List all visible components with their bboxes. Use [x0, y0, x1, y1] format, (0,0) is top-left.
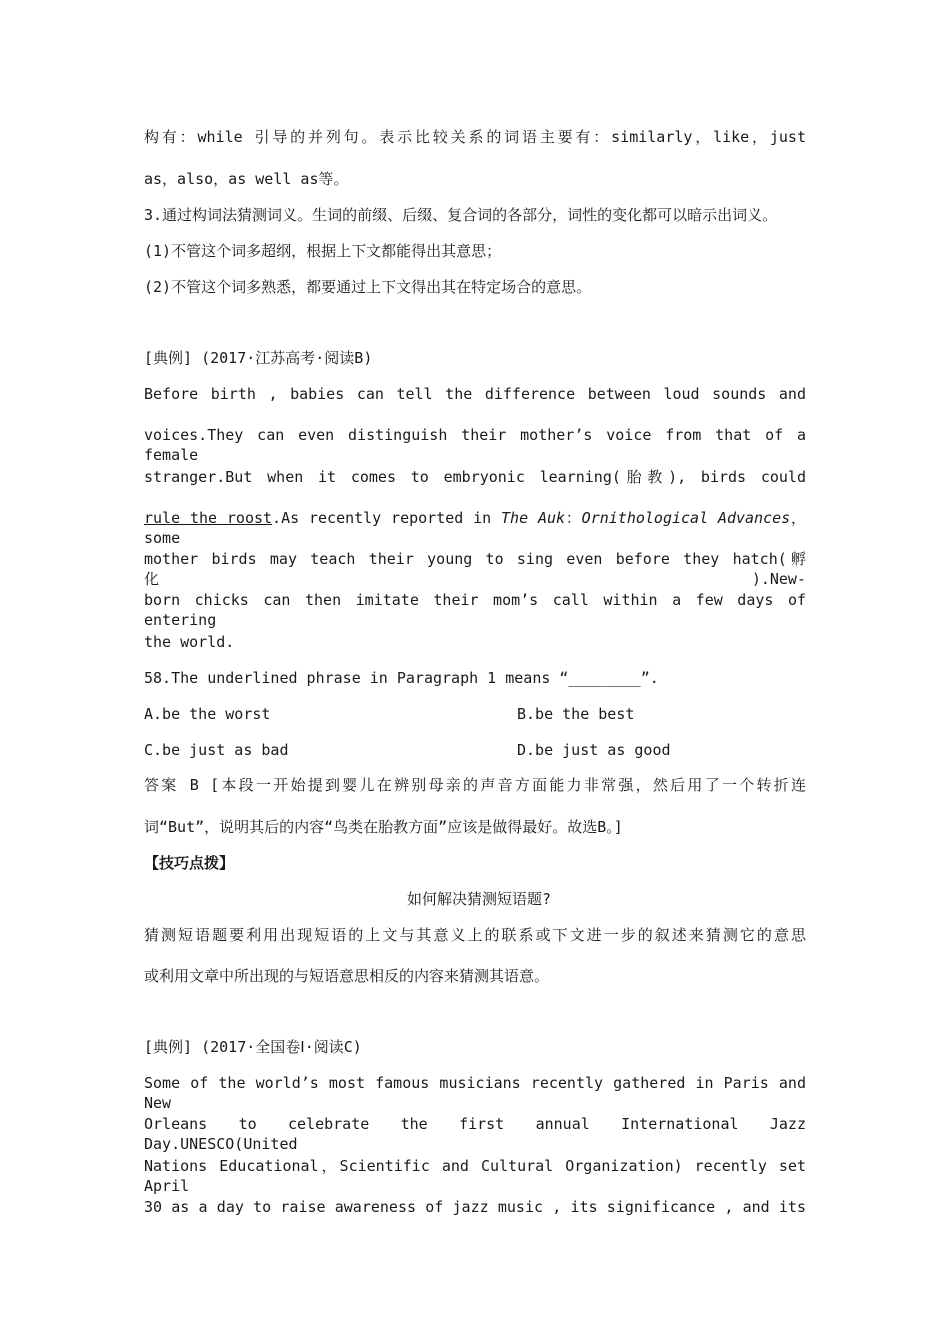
answer-line-1: 答案 B [本段一开始提到婴儿在辨别母亲的声音方面能力非常强，然后用了一个转折连 — [144, 776, 806, 794]
sub-point-2: (2)不管这个词多熟悉，都要通过上下文得出其在特定场合的意思。 — [144, 278, 592, 296]
example-1-line-2: voices.They can even distinguish their mother’s voice from that of a female — [144, 426, 806, 464]
journal-title: The Auk — [501, 509, 566, 527]
tip-line-1: 猜测短语题要利用出现短语的上文与其意义上的联系或下文进一步的叙述来猜测它的意思 — [144, 926, 806, 944]
journal-colon: ： — [565, 509, 582, 527]
example-1-line-3: stranger.But when it comes to embryonic learning(胎教), birds could — [144, 468, 806, 486]
tip-label: 【技巧点拨】 — [144, 854, 235, 872]
underlined-phrase: rule the roost — [144, 509, 273, 527]
example-2-line-3: Nations Educational，Scientific and Cultural Organization) recently set April — [144, 1157, 806, 1195]
line-4-mid: .As recently reported in — [272, 509, 502, 527]
question-58: 58.The underlined phrase in Paragraph 1 means “________”. — [144, 669, 659, 687]
sub-point-1: (1)不管这个词多超纲，根据上下文都能得出其意思； — [144, 242, 502, 260]
answer-line-2: 词“But”，说明其后的内容“鸟类在胎教方面”应该是做得最好。故选B。] — [144, 818, 623, 836]
example-1-line-6: born chicks can then imitate their mom’s call within a few days of entering — [144, 591, 806, 629]
option-a: A.be the worst — [144, 705, 271, 723]
tip-title: 如何解决猜测短语题? — [406, 890, 552, 908]
intro-line-2: as，also，as well as等。 — [144, 170, 349, 188]
example-1-header: [典例] (2017·江苏高考·阅读B) — [144, 349, 373, 367]
example-2-line-2: Orleans to celebrate the first annual International Jazz Day.UNESCO(United — [144, 1115, 806, 1153]
point-3: 3.通过构词法猜测词义。生词的前缀、后缀、复合词的各部分，词性的变化都可以暗示出词义。 — [144, 206, 778, 224]
option-c: C.be just as bad — [144, 741, 289, 759]
journal-subtitle: Ornithological Advances — [581, 509, 791, 527]
example-2-header: [典例] (2017·全国卷Ⅰ·阅读C) — [144, 1038, 362, 1056]
intro-line-1: 构有：while 引导的并列句。表示比较关系的词语主要有：similarly，like，just — [144, 128, 806, 146]
example-1-line-1: Before birth , babies can tell the difference between loud sounds and — [144, 385, 806, 403]
example-1-line-5: mother birds may teach their young to sing even before they hatch(孵化).New- — [144, 550, 806, 588]
tip-line-2: 或利用文章中所出现的与短语意思相反的内容来猜测其语意。 — [144, 967, 550, 985]
option-d: D.be just as good — [517, 741, 671, 759]
example-1-line-7: the world. — [144, 633, 235, 651]
example-2-line-1: Some of the world’s most famous musicians recently gathered in Paris and New — [144, 1074, 806, 1112]
example-2-line-4: 30 as a day to raise awareness of jazz music , its significance , and its — [144, 1198, 806, 1216]
example-1-line-4 — [144, 508, 806, 548]
option-b: B.be the best — [517, 705, 635, 723]
line-4-end: ，some — [144, 509, 806, 547]
